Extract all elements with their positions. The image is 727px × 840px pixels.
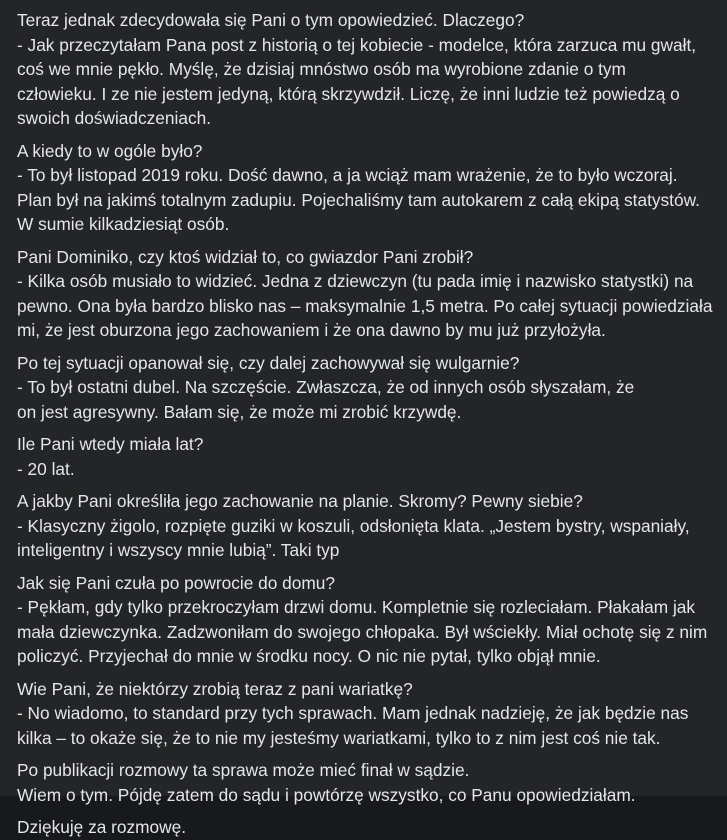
text-line: Ile Pani wtedy miała lat? — [17, 434, 204, 454]
text-line: człowieku. I ze nie jestem jedyną, którą skrzywdził. Liczę, że inni ludzie też powiedzą o — [17, 83, 680, 104]
text-line: Teraz jednak zdecydowała się Pani o tym opowiedzieć. Dlaczego? — [17, 10, 525, 30]
text-line: - To był ostatni dubel. Na szczęście. Zwłaszcza, że od innych osób słyszałam, że — [17, 377, 635, 397]
text-line: Plan był na jakimś totalnym zadupiu. Pojechaliśmy tam autokarem z całą ekipą statystów. — [17, 189, 700, 210]
text-line: - Klasyczny żigolo, rozpięte guziki w koszuli, odsłonięta klata. „Jestem bystry, wspaniały, — [17, 515, 690, 536]
text-line: Wie Pani, że niektórzy zrobią teraz z pani wariatkę? — [17, 678, 413, 699]
text-line: mała dziewczynka. Zadzwoniłam do swojego chłopaka. Był wściekły. Miał ochotę się z nim — [17, 621, 708, 642]
paragraph — [17, 815, 727, 840]
paragraph — [17, 245, 727, 343]
text-line: - Kilka osób musiało to widzieć. Jedna z dziewczyn (tu pada imię i nazwisko statystki) na — [17, 271, 694, 291]
text-line: Po publikacji rozmowy ta sprawa może mieć finał w sądzie. — [17, 760, 470, 780]
text-line: A kiedy to w ogóle było? — [17, 140, 203, 161]
text-line: inteligentny i wszyscy mnie lubią”. Taki typ — [17, 540, 340, 560]
paragraph — [17, 432, 727, 481]
text-line: Wiem o tym. Pójdę zatem do sądu i powtórzę wszystko, co Panu opowiedziałam. — [17, 784, 636, 805]
text-line: Jak się Pani czuła po powrocie do domu? — [17, 572, 335, 593]
text-line: Po tej sytuacji opanował się, czy dalej zachowywał się wulgarnie? — [17, 352, 520, 373]
paragraph — [17, 351, 727, 425]
paragraph — [17, 677, 727, 751]
text-line: - Jak przeczytałam Pana post z historią o tej kobiecie - modelce, która zarzuca mu gwałt, — [17, 34, 697, 55]
text-line: policzyć. Przyjechał do mnie w środku nocy. O nic nie pytał, tylko objął mnie. — [17, 646, 601, 666]
paragraph — [17, 571, 727, 669]
text-line: on jest agresywny. Bałam się, że może mi zrobić krzywdę. — [17, 401, 462, 422]
text-line: coś we mnie pękło. Myślę, że dzisiaj mnóstwo osób ma wyrobione zdanie o tym — [17, 59, 626, 79]
paragraph — [17, 758, 727, 807]
paragraph — [17, 8, 727, 131]
text-line: Pani Dominiko, czy ktoś widział to, co gwiazdor Pani zrobił? — [17, 246, 474, 267]
text-line: kilka – to okaże się, że to nie my jesteśmy wariatkami, tylko to z nim jest coś nie tak. — [17, 727, 661, 748]
paragraph — [17, 139, 727, 237]
text-line: swoich doświadczeniach. — [17, 108, 212, 128]
text-line: - To był listopad 2019 roku. Dość dawno, a ja wciąż mam wrażenie, że to było wczoraj. — [17, 165, 678, 185]
text-line: mi, że jest oburzona jego zachowaniem i że ona dawno by mu już przyłożyła. — [17, 320, 606, 340]
text-line: - 20 lat. — [17, 458, 75, 479]
paragraph — [17, 489, 727, 563]
text-line: - Pękłam, gdy tylko przekroczyłam drzwi domu. Kompletnie się rozleciałam. Płakałam jak — [17, 597, 696, 617]
text-line: W sumie kilkadziesiąt osób. — [17, 214, 230, 234]
text-line: A jakby Pani określiła jego zachowanie na planie. Skromy? Pewny siebie? — [17, 491, 583, 511]
text-line: Dziękuję za rozmowę. — [17, 817, 187, 837]
text-line: - No wiadomo, to standard przy tych sprawach. Mam jednak nadzieję, że jak będzie nas — [17, 703, 689, 723]
text-line: pewno. Ona była bardzo blisko nas – maksymalnie 1,5 metra. Po całej sytuacji powiedziała — [17, 295, 713, 316]
